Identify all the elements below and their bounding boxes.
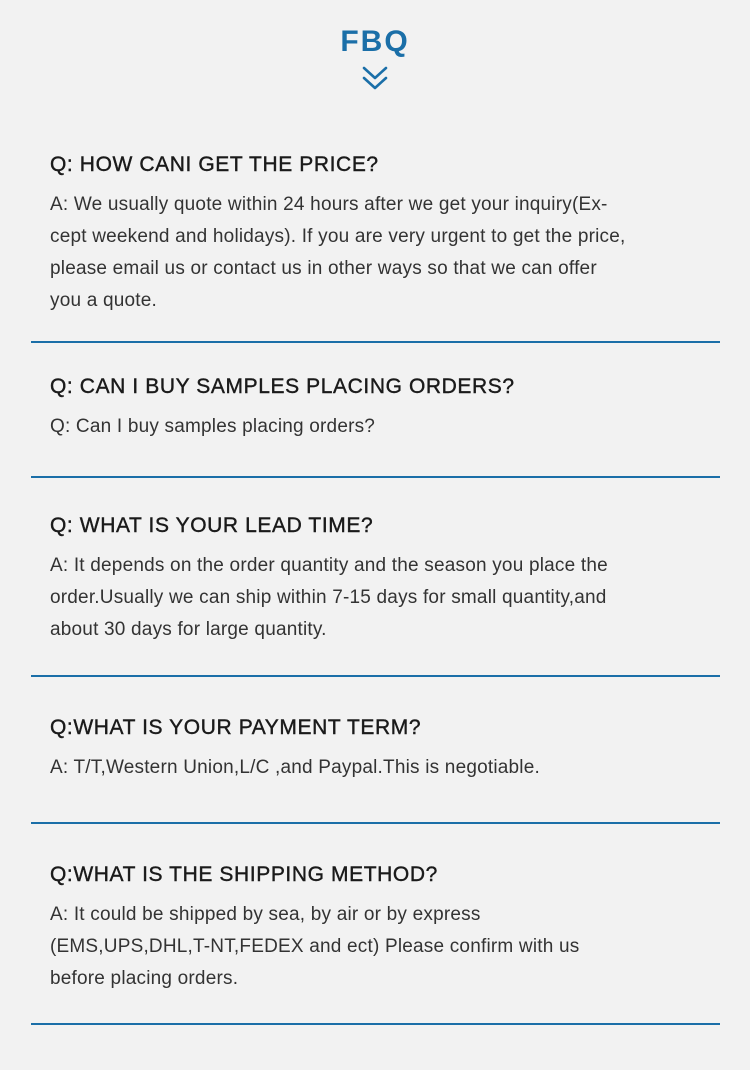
faq-answer-line: you a quote. bbox=[50, 290, 157, 311]
faq-answer-line: before placing orders. bbox=[50, 968, 239, 989]
faq-answer-line: Q: Can I buy samples placing orders? bbox=[50, 416, 376, 437]
faq-question: Q:WHAT IS YOUR PAYMENT TERM? bbox=[50, 716, 422, 739]
divider bbox=[31, 476, 720, 478]
faq-answer bbox=[50, 550, 700, 646]
divider bbox=[31, 341, 720, 343]
faq-answer-line: A: T/T,Western Union,L/C ,and Paypal.This is negotiable. bbox=[50, 757, 540, 778]
page-title: FBQ bbox=[340, 25, 410, 58]
faq-item bbox=[50, 151, 700, 317]
faq-answer-line: (EMS,UPS,DHL,T-NT,FEDEX and ect) Please confirm with us bbox=[50, 936, 580, 957]
faq-answer-line: cept weekend and holidays). If you are very urgent to get the price, bbox=[50, 226, 626, 247]
faq-answer bbox=[50, 752, 700, 784]
faq-answer-line: A: We usually quote within 24 hours after we get your inquiry(Ex- bbox=[50, 194, 608, 215]
faq-answer bbox=[50, 411, 700, 443]
faq-item bbox=[50, 512, 700, 646]
faq-item bbox=[50, 861, 700, 995]
faq-answer-line: please email us or contact us in other ways so that we can offer bbox=[50, 258, 597, 279]
faq-answer bbox=[50, 189, 700, 317]
faq-question: Q: HOW CANI GET THE PRICE? bbox=[50, 153, 379, 176]
divider bbox=[31, 1023, 720, 1025]
faq-answer-line: about 30 days for large quantity. bbox=[50, 619, 327, 640]
divider bbox=[31, 675, 720, 677]
faq-question: Q: CAN I BUY SAMPLES PLACING ORDERS? bbox=[50, 375, 515, 398]
divider bbox=[31, 822, 720, 824]
faq-item bbox=[50, 714, 700, 784]
faq-question: Q: WHAT IS YOUR LEAD TIME? bbox=[50, 514, 374, 537]
faq-answer bbox=[50, 899, 700, 995]
faq-answer-line: A: It could be shipped by sea, by air or by express bbox=[50, 904, 481, 925]
faq-question: Q:WHAT IS THE SHIPPING METHOD? bbox=[50, 863, 438, 886]
faq-item bbox=[50, 373, 700, 443]
faq-answer-line: order.Usually we can ship within 7-15 days for small quantity,and bbox=[50, 587, 607, 608]
faq-answer-line: A: It depends on the order quantity and the season you place the bbox=[50, 555, 608, 576]
